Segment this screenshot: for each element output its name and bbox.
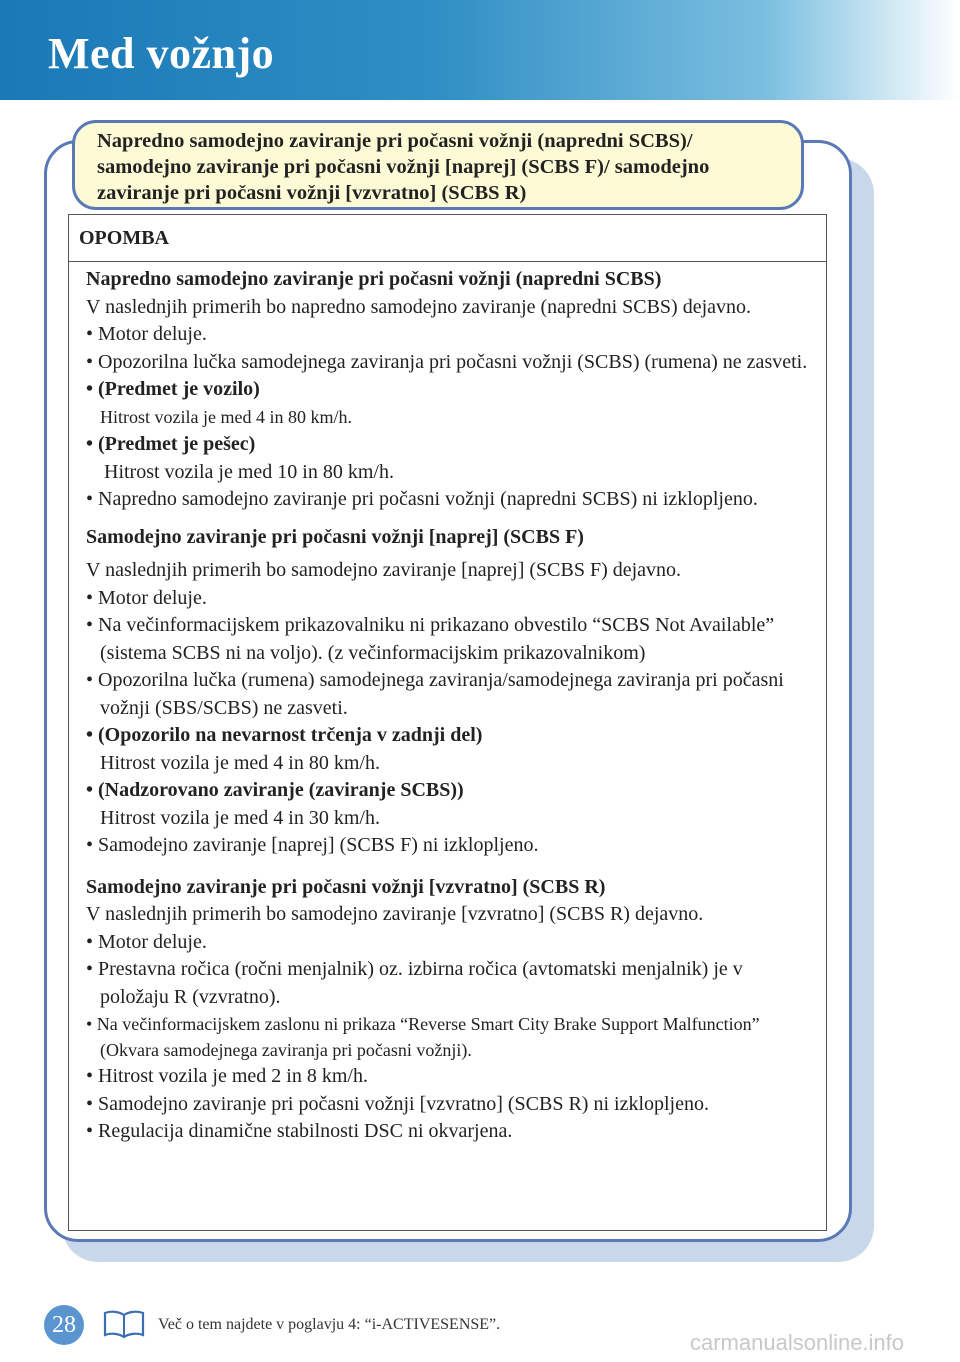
footer-reference: Več o tem najdete v poglavju 4: “i-ACTIVESENSE”. <box>158 1316 501 1333</box>
list-item: • Hitrost vozila je med 2 in 8 km/h. <box>86 1065 368 1087</box>
book-icon <box>102 1309 146 1339</box>
list-item: • Motor deluje. <box>86 586 207 609</box>
list-item: • (Predmet je vozilo) <box>86 378 260 400</box>
section-intro: V naslednjih primerih bo samodejno zaviranje [naprej] (SCBS F) dejavno. <box>86 559 682 581</box>
list-item-detail: Hitrost vozila je med 10 in 80 km/h. <box>104 460 394 483</box>
list-item: • Regulacija dinamične stabilnosti DSC ni okvarjena. <box>86 1120 513 1142</box>
section-title-tab <box>72 120 804 210</box>
list-item-detail: Hitrost vozila je med 4 in 80 km/h. <box>100 406 352 427</box>
note-heading: OPOMBA <box>69 215 826 262</box>
list-item: • Samodejno zaviranje pri počasni vožnji [vzvratno] (SCBS R) ni izklopljeno. <box>86 1092 709 1115</box>
list-item: • (Nadzorovano zaviranje (zaviranje SCBS)) <box>86 779 464 801</box>
list-item: • Samodejno zaviranje [naprej] (SCBS F) ni izklopljeno. <box>86 834 539 856</box>
section-heading: Samodejno zaviranje pri počasni vožnji [naprej] (SCBS F) <box>86 525 584 548</box>
list-item: • Opozorilna lučka (rumena) samodejnega zaviranja/samodejnega zaviranja pri počasni vožnji (SBS/SCBS) ne zasveti. <box>86 669 784 719</box>
list-item: • (Opozorilo na nevarnost trčenja v zadnji del) <box>86 724 483 746</box>
list-item: • Opozorilna lučka samodejnega zaviranja pri počasni vožnji (SCBS) (rumena) ne zasveti. <box>86 350 808 373</box>
note-box <box>68 214 827 1231</box>
note-body <box>69 262 826 1146</box>
section-title: Napredno samodejno zaviranje pri počasni vožnji (napredni SCBS)/ samodejno zaviranje pri počasni vožnji [naprej] (SCBS F)/ samodejno zaviranje pri počasni vožnji [vzvratno] (SCBS R) <box>97 130 710 204</box>
list-item-detail: Hitrost vozila je med 4 in 30 km/h. <box>100 806 380 829</box>
list-item: • Napredno samodejno zaviranje pri počasni vožnji (napredni SCBS) ni izklopljeno. <box>86 488 758 510</box>
section-scbs-r <box>86 874 814 1146</box>
page-title: Med vožnjo <box>48 29 275 78</box>
section-heading: Samodejno zaviranje pri počasni vožnji [vzvratno] (SCBS R) <box>86 875 606 898</box>
list-item: • Motor deluje. <box>86 930 207 953</box>
list-item: • Prestavna ročica (ročni menjalnik) oz. izbirna ročica (avtomatski menjalnik) je v položaju R (vzvratno). <box>86 958 743 1008</box>
list-item: • (Predmet je pešec) <box>86 433 256 455</box>
section-intro: V naslednjih primerih bo samodejno zaviranje [vzvratno] (SCBS R) dejavno. <box>86 903 704 925</box>
page-number: 28 <box>44 1305 84 1345</box>
list-item: • Motor deluje. <box>86 323 207 345</box>
section-advanced-scbs <box>86 266 814 514</box>
section-scbs-f <box>86 524 814 860</box>
footer <box>44 1305 744 1345</box>
list-item: • Na večinformacijskem prikazovalniku ni prikazano obvestilo “SCBS Not Available” (sistema SCBS ni na voljo). (z večinformacijskim prikazovalnikom) <box>86 614 775 664</box>
watermark: carmanualsonline.info <box>690 1330 905 1355</box>
list-item-detail: Hitrost vozila je med 4 in 80 km/h. <box>100 751 380 774</box>
section-heading: Napredno samodejno zaviranje pri počasni vožnji (napredni SCBS) <box>86 268 662 290</box>
section-intro: V naslednjih primerih bo napredno samodejno zaviranje (napredni SCBS) dejavno. <box>86 295 752 318</box>
header-bar <box>0 0 960 100</box>
list-item: • Na večinformacijskem zaslonu ni prikaza “Reverse Smart City Brake Support Malfunction” (Okvara samodejnega zaviranja pri počasni vožnji). <box>86 1014 760 1060</box>
